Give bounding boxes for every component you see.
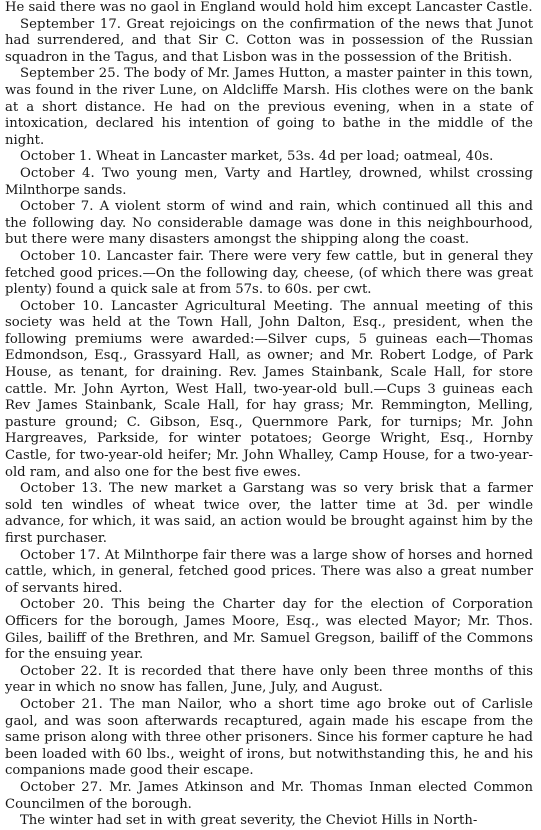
entry-text: It is recorded that there have only been three months of this year in which no snow has fallen, June, July, and August. [5, 663, 533, 696]
entry-date: October 4. [20, 165, 95, 181]
entry-date: October 10. [20, 298, 104, 314]
entry-date: September 25. [20, 66, 120, 82]
entry-text: A violent storm of wind and rain, which continued all this and the following day. No considerable damage was done in this neighbourhood, but there were many disasters amongst the shipping along the coast. [5, 199, 533, 248]
paragraph-entry [5, 664, 533, 697]
paragraph-text: The winter had set in with great severity, the Cheviot Hills in North- [20, 813, 478, 829]
entry-text: Lancaster fair. There were very few cattle, but in general they fetched good prices.—On the following day, cheese, (of which there was great plenty) found a quick sale at from 57s. to 60s. per cwt. [5, 248, 533, 298]
paragraph-entry [5, 149, 533, 166]
entry-date: October 1. [20, 149, 92, 165]
entry-date: October 20. [20, 597, 104, 613]
entry-text: This being the Charter day for the election of Corporation Officers for the borough, James Moore, Esq., was elected Mayor; Mr. Thos. Giles, bailiff of the Brethren, and Mr. Samuel Gregson, bailiff of the Commons for the ensuing year. [5, 597, 533, 663]
paragraph-entry [5, 697, 533, 780]
entry-text: The body of Mr. James Hutton, a master painter in this town, was found in the river Lune, on Aldcliffe Marsh. His clothes were on the bank at a short distance. He had on the previous evening, when in a state of intoxication, declared his intention of going to bathe in the middle of the night. [5, 66, 533, 148]
entry-text: Two young men, Varty and Hartley, drowned, whilst crossing Milnthorpe sands. [5, 165, 533, 198]
paragraph-entry [5, 548, 533, 598]
entry-date: October 13. [20, 481, 103, 497]
paragraph-cut-off [5, 813, 533, 830]
entry-text: Wheat in Lancaster market, 53s. 4d per load; oatmeal, 40s. [95, 149, 494, 165]
entry-text: The new market a Garstang was so very brisk that a farmer sold ten windles of wheat twice over, the latter time at 3d. per windle advance, for which, it was said, an action would be brought against him by the first purchaser. [5, 481, 533, 546]
paragraph-text: He said there was no gaol in England would hold him except Lancaster Castle. [5, 0, 533, 15]
entry-date: October 10. [20, 248, 102, 264]
paragraph-entry [5, 17, 533, 67]
paragraph-entry [5, 597, 533, 663]
paragraph-entry [5, 66, 533, 149]
entry-date: October 7. [20, 199, 94, 215]
document-page [5, 0, 533, 830]
entry-text: Mr. James Atkinson and Mr. Thomas Inman elected Common Councilmen of the borough. [5, 779, 533, 812]
entry-date: September 17. [20, 16, 122, 32]
entry-text: The man Nailor, who a short time ago broke out of Carlisle gaol, and was soon afterwards recaptured, again made his escape from the same prison along with three other prisoners. Since his former capture he had been loaded with 60 lbs., weight of irons, but notwithstanding this, he and his companions made good their escape. [5, 696, 533, 779]
entry-text: At Milnthorpe fair there was a large show of horses and horned cattle, which, in general, fetched good prices. There was also a great number of servants hired. [5, 547, 533, 596]
paragraph-entry [5, 199, 533, 249]
paragraph-entry [5, 481, 533, 547]
entry-date: October 27. [20, 779, 103, 795]
entry-date: October 17. [20, 547, 101, 563]
entry-text: Lancaster Agricultural Meeting. The annual meeting of this society was held at the Town Hall, John Dalton, Esq., president, when the following premiums were awarded:—Silver cups, 5 guineas each—Thomas Edmondson, Esq., Grassyard Hall, as owner; and Mr. Robert Lodge, of Park House, as tenant, for draining. Rev. James Stainbank, Scale Hall, for store cattle. Mr. John Ayrton, West Hall, two-year-old bull.—Cups 3 guineas each Rev James Stainbank, Scale Hall, for hay grass; Mr. Remmington, Melling, pasture ground; C. Gibson, Esq., Quernmore Park, for turnips; Mr. John Hargreaves, Parkside, for winter potatoes; George Wright, Esq., Hornby Castle, for two-year-old heifer; Mr. John Whalley, Camp House, for a two-year-old ram, and also one for the best five ewes. [5, 298, 533, 480]
entry-date: October 21. [20, 696, 103, 712]
paragraph-continuation [5, 0, 533, 17]
paragraph-entry [5, 299, 533, 482]
entry-text: Great rejoicings on the confirmation of the news that Junot had surrendered, and that Sir C. Cotton was in possession of the Russian squadron in the Tagus, and that Lisbon was in the possession of the British. [5, 16, 534, 65]
paragraph-entry [5, 249, 533, 299]
paragraph-entry [5, 780, 533, 813]
entry-date: October 22. [20, 663, 103, 679]
paragraph-entry [5, 166, 533, 199]
